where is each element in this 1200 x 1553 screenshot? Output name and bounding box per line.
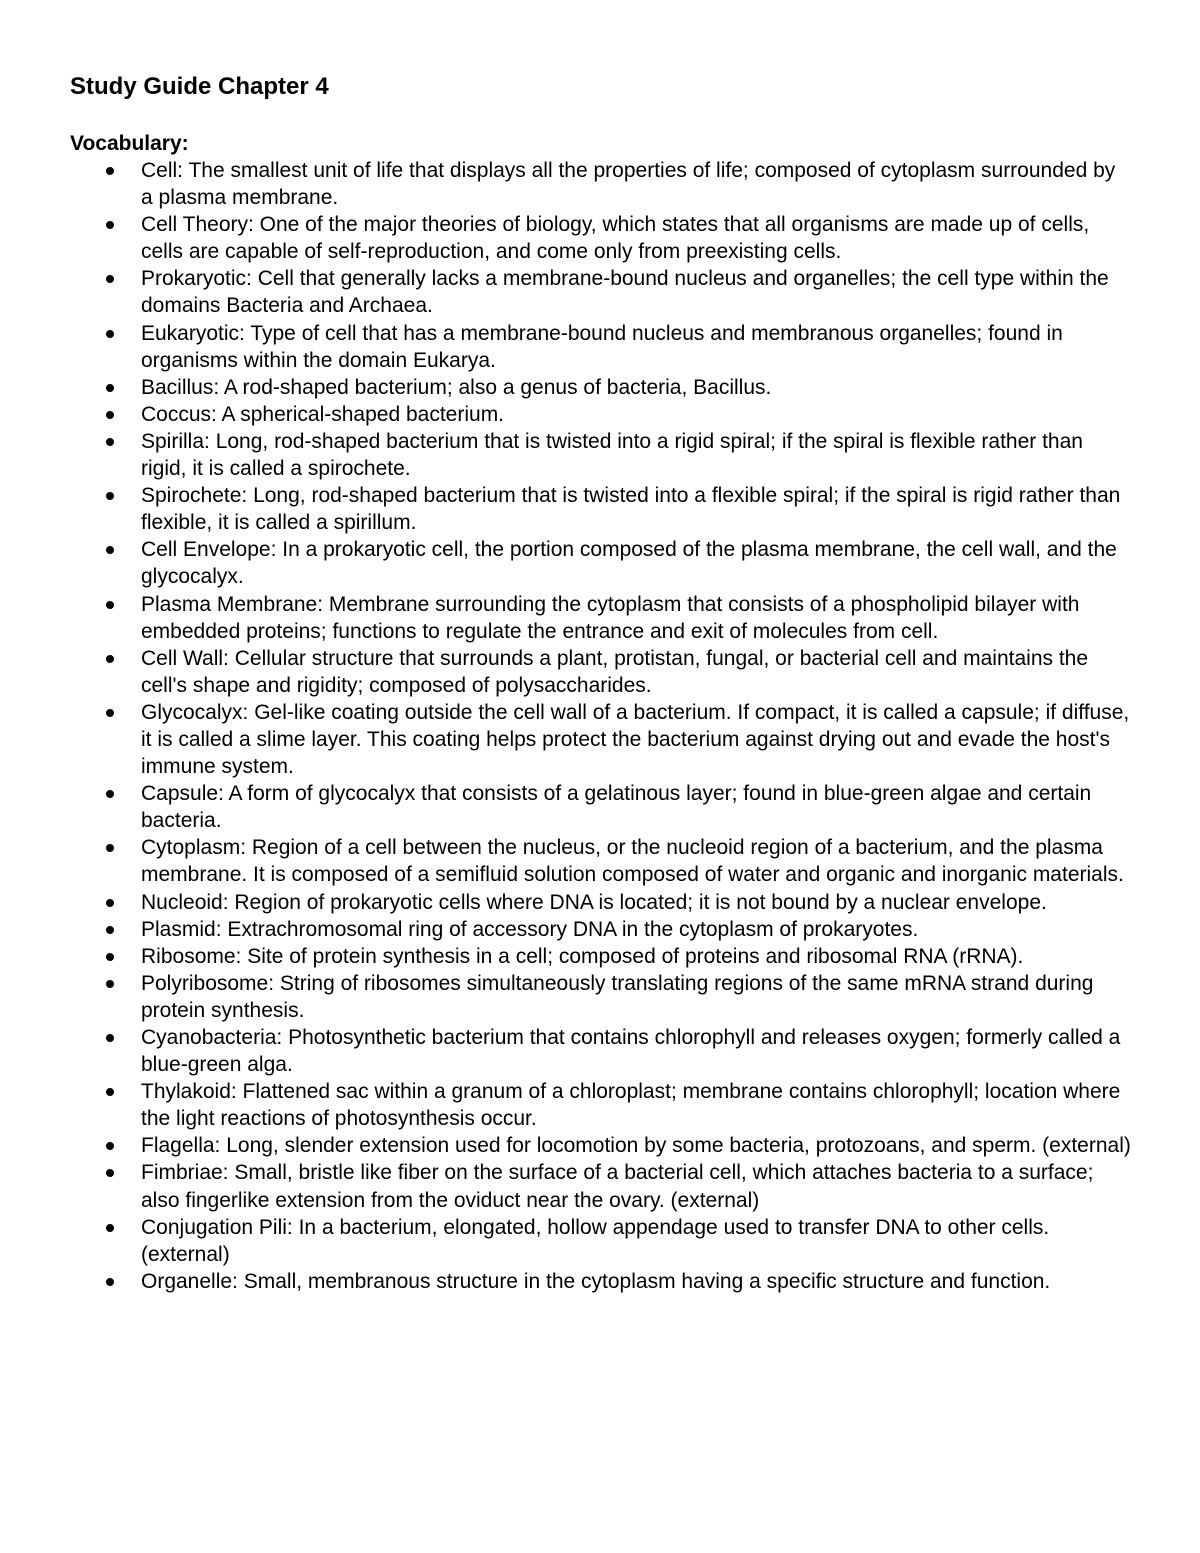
list-item-text: Prokaryotic: Cell that generally lacks a membrane-bound nucleus and organelles; the cell type within the domains Bacteria and Archaea.: [141, 267, 1109, 318]
vocabulary-list: [141, 157, 1131, 1295]
list-item: [141, 1132, 1131, 1159]
list-item: [141, 157, 1131, 211]
bullet-icon: [106, 1142, 114, 1150]
list-item-text: Eukaryotic: Type of cell that has a membrane-bound nucleus and membranous organelles; found in organisms within the domain Eukarya.: [141, 321, 1063, 372]
list-item-text: Cell Wall: Cellular structure that surrounds a plant, protistan, fungal, or bacterial cell and maintains the cell's shape and rigidity; composed of polysaccharides.: [141, 646, 1089, 697]
bullet-icon: [106, 275, 114, 283]
list-item: [141, 699, 1131, 780]
list-item: [141, 889, 1131, 916]
bullet-icon: [106, 953, 114, 961]
list-item-text: Organelle: Small, membranous structure in the cytoplasm having a specific structure and function.: [141, 1269, 1051, 1293]
list-item-text: Conjugation Pili: In a bacterium, elongated, hollow appendage used to transfer DNA to other cells. (external): [141, 1215, 1050, 1266]
list-item-text: Plasma Membrane: Membrane surrounding the cytoplasm that consists of a phospholipid bilayer with embedded proteins; functions to regulate the entrance and exit of molecules from cell.: [141, 592, 1080, 643]
list-item-text: Spirochete: Long, rod-shaped bacterium that is twisted into a flexible spiral; if the spiral is rigid rather than flexible, it is called a spirillum.: [141, 484, 1121, 535]
list-item: [141, 374, 1131, 401]
list-item: [141, 211, 1131, 265]
list-item: [141, 943, 1131, 970]
list-item: [141, 536, 1131, 590]
list-item: [141, 1159, 1131, 1213]
list-item: [141, 780, 1131, 834]
bullet-icon: [106, 438, 114, 446]
list-item-text: Nucleoid: Region of prokaryotic cells where DNA is located; it is not bound by a nuclear envelope.: [141, 890, 1047, 914]
bullet-icon: [106, 980, 114, 988]
list-item: [141, 834, 1131, 888]
list-item: [141, 1214, 1131, 1268]
bullet-icon: [106, 655, 114, 663]
list-item-text: Spirilla: Long, rod-shaped bacterium that is twisted into a rigid spiral; if the spiral is flexible rather than rigid, it is called a spirochete.: [141, 429, 1083, 481]
bullet-icon: [106, 899, 114, 907]
bullet-icon: [106, 709, 114, 717]
bullet-icon: [106, 1278, 114, 1286]
bullet-icon: [106, 844, 114, 852]
list-item-text: Flagella: Long, slender extension used for locomotion by some bacteria, protozoans, and sperm. (external): [141, 1134, 1131, 1158]
bullet-icon: [106, 167, 114, 175]
bullet-icon: [106, 546, 114, 554]
list-item-text: Capsule: A form of glycocalyx that consists of a gelatinous layer; found in blue-green algae and certain bacteria.: [141, 782, 1092, 833]
vocabulary-heading: Vocabulary:: [70, 132, 189, 155]
list-item-text: Cytoplasm: Region of a cell between the nucleus, or the nucleoid region of a bacterium, and the plasma membrane. It is composed of a semifluid solution composed of water and organic and inorganic materials.: [141, 836, 1124, 887]
list-item: [141, 1078, 1131, 1132]
list-item: [141, 482, 1131, 536]
list-item: [141, 320, 1131, 374]
bullet-icon: [106, 411, 114, 419]
list-item-text: Ribosome: Site of protein synthesis in a cell; composed of proteins and ribosomal RNA (rRNA).: [141, 944, 1024, 968]
bullet-icon: [106, 601, 114, 609]
list-item-text: Thylakoid: Flattened sac within a granum of a chloroplast; membrane contains chlorophyll; location where the light reactions of photosynthesis occur.: [141, 1080, 1121, 1131]
bullet-icon: [106, 221, 114, 229]
list-item-text: Fimbriae: Small, bristle like fiber on the surface of a bacterial cell, which attaches bacteria to a surface; also fingerlike extension from the oviduct near the ovary. (external): [141, 1161, 1094, 1212]
list-item: [141, 591, 1131, 645]
bullet-icon: [106, 926, 114, 934]
bullet-icon: [106, 1169, 114, 1177]
bullet-icon: [106, 1224, 114, 1232]
bullet-icon: [106, 790, 114, 798]
list-item: [141, 1024, 1131, 1078]
bullet-icon: [106, 1034, 114, 1042]
list-item: [141, 916, 1131, 943]
list-item-text: Polyribosome: String of ribosomes simultaneously translating regions of the same mRNA strand during protein synthesis.: [141, 971, 1094, 1022]
list-item-text: Bacillus: A rod-shaped bacterium; also a genus of bacteria, Bacillus.: [141, 375, 772, 399]
list-item: [141, 645, 1131, 699]
list-item: [141, 401, 1131, 428]
document-title: Study Guide Chapter 4: [70, 73, 329, 100]
bullet-icon: [106, 1088, 114, 1096]
list-item-text: Cell Envelope: In a prokaryotic cell, the portion composed of the plasma membrane, the cell wall, and the glycocalyx.: [141, 538, 1117, 589]
list-item: [141, 1268, 1131, 1295]
bullet-icon: [106, 492, 114, 500]
list-item-text: Cyanobacteria: Photosynthetic bacterium that contains chlorophyll and releases oxygen; formerly called a blue-green alga.: [141, 1026, 1121, 1077]
list-item-text: Cell Theory: One of the major theories of biology, which states that all organisms are made up of cells, cells are capable of self-reproduction, and come only from preexisting cells.: [141, 213, 1090, 264]
list-item-text: Coccus: A spherical-shaped bacterium.: [141, 402, 505, 426]
bullet-icon: [106, 330, 114, 338]
list-item: [141, 265, 1131, 319]
list-item-text: Cell: The smallest unit of life that displays all the properties of life; composed of cytoplasm surrounded by a plasma membrane.: [141, 159, 1116, 210]
list-item-text: Plasmid: Extrachromosomal ring of accessory DNA in the cytoplasm of prokaryotes.: [141, 917, 919, 941]
list-item-text: Glycocalyx: Gel-like coating outside the cell wall of a bacterium. If compact, it is called a capsule; if diffuse, it is called a slime layer. This coating helps protect the bacterium against drying out and evade the host's immune system.: [141, 700, 1130, 779]
bullet-icon: [106, 384, 114, 392]
list-item: [141, 428, 1131, 482]
list-item: [141, 970, 1131, 1024]
